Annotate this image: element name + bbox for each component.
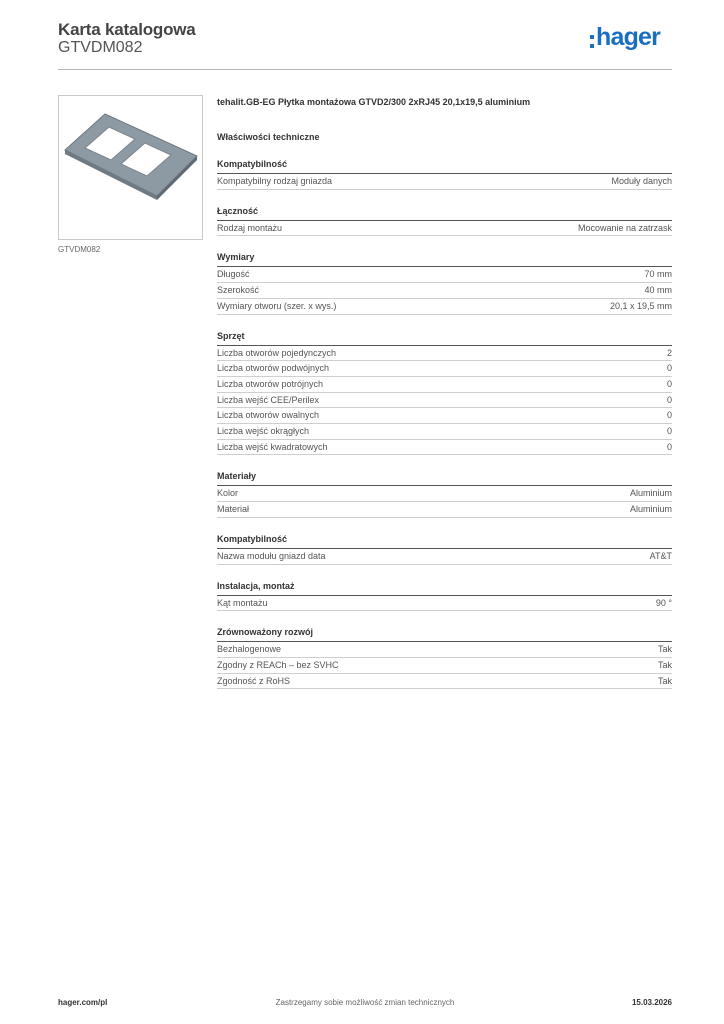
spec-label: Liczba otworów podwójnych [217, 363, 330, 374]
logo-dots-icon [590, 35, 595, 51]
spec-value: 40 mm [644, 285, 672, 296]
spec-row [217, 424, 672, 440]
spec-group [217, 534, 672, 565]
spec-value: Tak [657, 659, 672, 670]
spec-label: Wymiary otworu (szer. x wys.) [217, 300, 337, 311]
spec-label: Zgodność z RoHS [217, 675, 291, 686]
footer-note: Zastrzegamy sobie możliwość zmian technicznych [275, 998, 455, 1007]
document-code: GTVDM082 [58, 39, 143, 56]
spec-group-title: Zrównoważony rozwój [217, 627, 672, 642]
spec-value: 70 mm [644, 269, 672, 280]
spec-value: Aluminium [629, 504, 672, 515]
spec-group-title: Kompatybilność [217, 534, 672, 549]
spec-value: 0 [666, 378, 672, 389]
spec-label: Liczba wejść kwadratowych [217, 441, 328, 452]
spec-value: Tak [657, 644, 672, 655]
spec-label: Liczba otworów pojedynczych [217, 347, 337, 358]
spec-label: Liczba otworów potrójnych [217, 378, 324, 389]
spec-row [217, 377, 672, 393]
spec-group [217, 627, 672, 689]
spec-label: Zgodny z REACh – bez SVHC [217, 659, 339, 670]
spec-row [217, 174, 672, 190]
spec-label: Liczba otworów owalnych [217, 410, 320, 421]
spec-label: Nazwa modułu gniazd data [217, 550, 326, 561]
spec-row [217, 267, 672, 283]
spec-row [217, 549, 672, 565]
hager-logo[interactable] [590, 23, 672, 56]
spec-row [217, 658, 672, 674]
spec-group-title: Łączność [217, 206, 672, 221]
footer-site-link[interactable]: hager.com/pl [58, 998, 108, 1007]
spec-value: 0 [666, 363, 672, 374]
spec-value: AT&T [649, 550, 672, 561]
spec-row [217, 486, 672, 502]
spec-value: 0 [666, 410, 672, 421]
logo-text: hager [596, 23, 661, 51]
spec-label: Materiał [217, 504, 250, 515]
spec-row [217, 502, 672, 518]
spec-group-title: Instalacja, montaż [217, 581, 672, 596]
spec-group-title: Kompatybilność [217, 159, 672, 174]
spec-value: 90 ° [655, 597, 672, 608]
spec-row [217, 361, 672, 377]
spec-row [217, 346, 672, 362]
spec-label: Kąt montażu [217, 597, 268, 608]
spec-label: Bezhalogenowe [217, 644, 282, 655]
spec-row [217, 674, 672, 690]
spec-value: Moduły danych [611, 176, 672, 186]
spec-group [217, 252, 672, 314]
spec-row [217, 408, 672, 424]
spec-value: 20,1 x 19,5 mm [609, 300, 672, 311]
spec-row [217, 283, 672, 299]
spec-group [217, 206, 672, 237]
spec-group [217, 471, 672, 517]
spec-label: Rodzaj montażu [217, 222, 283, 233]
spec-group [217, 159, 672, 190]
spec-group [217, 331, 672, 456]
spec-value: 2 [666, 347, 672, 358]
spec-label: Kolor [217, 488, 239, 499]
spec-label: Szerokość [217, 285, 260, 296]
spec-label: Długość [217, 269, 250, 280]
spec-panel [217, 97, 672, 689]
spec-value: Aluminium [629, 488, 672, 499]
spec-row [217, 299, 672, 315]
document-title: Karta katalogowa [58, 20, 196, 39]
product-caption: GTVDM082 [58, 245, 101, 254]
spec-row [217, 393, 672, 409]
spec-value: 0 [666, 394, 672, 405]
section-title: Właściwości techniczne [217, 132, 320, 142]
spec-label: Liczba wejść CEE/Perilex [217, 394, 320, 405]
spec-value: Tak [657, 675, 672, 686]
spec-row [217, 440, 672, 456]
spec-group-title: Materiały [217, 471, 672, 486]
spec-value: Mocowanie na zatrzask [577, 222, 672, 233]
spec-group-title: Wymiary [217, 252, 672, 267]
spec-group-title: Sprzęt [217, 331, 672, 346]
spec-label: Kompatybilny rodzaj gniazda [217, 176, 333, 186]
spec-value: 0 [666, 426, 672, 437]
product-name: tehalit.GB-EG Płytka montażowa GTVD2/300 2xRJ45 20,1x19,5 aluminium [217, 97, 531, 107]
spec-value: 0 [666, 441, 672, 452]
spec-row [217, 221, 672, 237]
spec-row [217, 596, 672, 612]
spec-row [217, 642, 672, 658]
product-image [58, 95, 203, 240]
footer-date: 15.03.2026 [631, 998, 672, 1007]
page-header [58, 20, 672, 70]
mounting-plate-icon [59, 96, 202, 239]
spec-label: Liczba wejść okrągłych [217, 426, 310, 437]
spec-groups [217, 159, 672, 689]
spec-group [217, 581, 672, 612]
